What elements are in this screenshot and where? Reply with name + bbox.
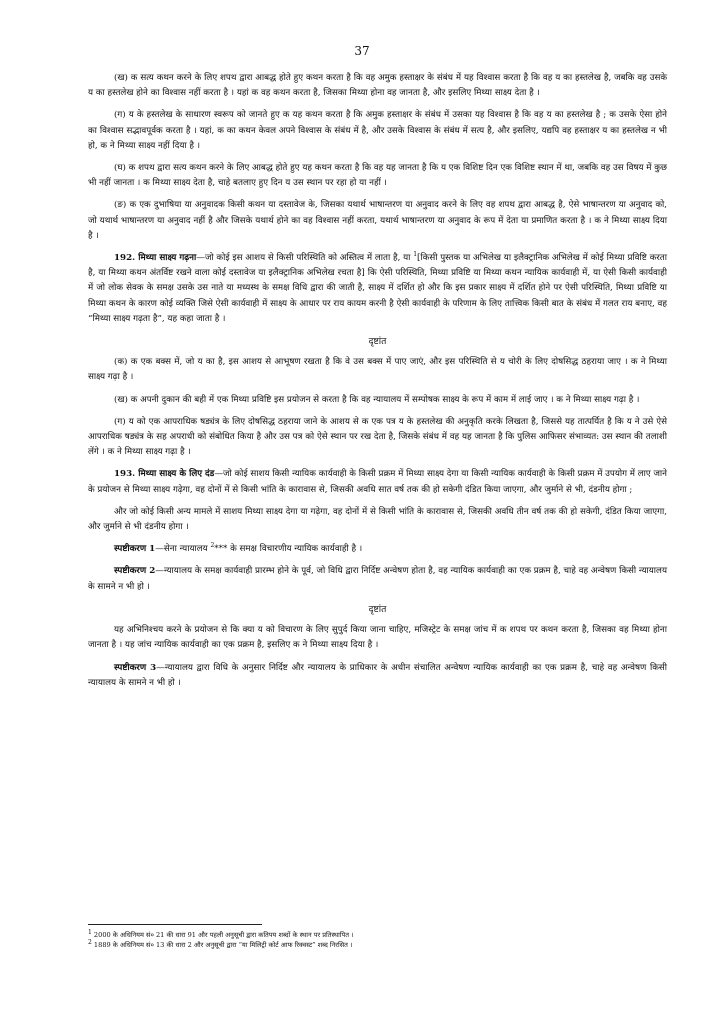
page-number: 37 bbox=[354, 44, 370, 58]
explanation-1-text-b: *** के समक्ष विचारणीय न्यायिक कार्यवाही है । bbox=[214, 544, 363, 555]
explanation-3 bbox=[88, 661, 667, 691]
illustration-192-ka: (क) क एक बक्स में, जो य का है, इस आशय से आभूषण रखता है कि वे उस बक्स में पाए जाएं, और इस परिस्थिति से य चोरी के लिए दोषसिद्ध ठहराया जाए । क ने मिथ्या साक्ष्य गढ़ा है । bbox=[88, 357, 667, 383]
illustration-explanation-2: यह अभिनिश्चय करने के प्रयोजन से कि क्या य को विचारण के लिए सुपुर्द किया जाना चाहिए, मजिस्ट्रेट के समक्ष जांच में क शपथ पर कथन करता है, जिसका वह मिथ्या होना जानता है । यह जांच न्यायिक कार्यवाही का एक प्रक्रम है, इसलिए क ने मिथ्या साक्ष्य दिया है । bbox=[88, 625, 667, 651]
explanation-2-label: स्पष्टीकरण 2 bbox=[114, 566, 156, 577]
explanation-2 bbox=[88, 564, 667, 594]
section-193-heading: 193. मिथ्या साक्ष्य के लिए दंड bbox=[114, 469, 215, 480]
explanation-1-text-a: —सेना न्यायालय bbox=[155, 544, 211, 555]
footnote-ref-1: 1 bbox=[413, 251, 418, 259]
section-193-text: —जो कोई साशय किसी न्यायिक कार्यवाही के किसी प्रक्रम में मिथ्या साक्ष्य देगा या किसी न्यायिक कार्यवाही के किसी प्रक्रम में उपयोग में लाए जाने के प्रयोजन से मिथ्या साक्ष्य गढ़ेगा, वह दोनों में से किसी भांति के कारावास से, जिसकी अवधि सात वर्ष तक की हो सकेगी दंडित किया जाएगा, और जुर्माने से भी, दंडनीय होगा ; bbox=[88, 469, 668, 495]
explanation-1-label: स्पष्टीकरण 1 bbox=[114, 544, 156, 555]
section-192 bbox=[88, 251, 667, 327]
footnote-divider bbox=[88, 924, 262, 925]
illustration-ga: (ग) य के हस्तलेख के साधारण स्वरूप को जानते हुए क यह कथन करता है कि अमुक हस्ताक्षर के संबंध में उसका यह विश्वास है कि वह य का हस्तलेख है ; क उसके ऐसा होने का विश्वास सद्भावपूर्वक करता है । यहां, क का कथन केवल अपने विश्वास के संबंध में है, और उसके विश्वास के संबंध में सत्य है, और इसलिए, यद्यपि वह हस्ताक्षर य का हस्तलेख न भी हो, क ने मिथ्या साक्ष्य नहीं दिया है । bbox=[88, 110, 667, 151]
illustration-gha: (घ) क शपथ द्वारा सत्य कथन करने के लिए आबद्ध होते हुए यह कथन करता है कि वह यह जानता है कि य एक विशिष्ट दिन एक विशिष्ट स्थान में था, जबकि वह उस विषय में कुछ भी नहीं जानता । क मिथ्या साक्ष्य देता है, चाहे बतलाए हुए दिन य उस स्थान पर रहा हो या नहीं । bbox=[88, 163, 667, 189]
page-content bbox=[88, 71, 667, 698]
illustration-kha: (ख) क सत्य कथन करने के लिए शपथ द्वारा आबद्ध होते हुए कथन करता है कि वह अमुक हस्ताक्षर के संबंध में यह विश्वास करता है कि वह य का हस्तलेख है, जबकि वह उसके य का हस्तलेख होने का विश्वास नहीं करता है । यहां क वह कथन करता है, जिसका मिथ्या होना वह जानता है, और इसलिए मिथ्या साक्ष्य देता है । bbox=[88, 73, 667, 99]
explanation-2-text: —न्यायालय के समक्ष कार्यवाही प्रारम्भ होने के पूर्व, जो विधि द्वारा निर्दिष्ट अन्वेषण होता है, वह न्यायिक कार्यवाही का एक प्रक्रम है, चाहे वह अन्वेषण किसी न्यायालय के सामने न भी हो । bbox=[88, 566, 667, 592]
footnote-2-text: 1889 के अधिनियम सं० 13 की धारा 2 और अनुसूची द्वारा “या मिलिट्री कोर्ट आफ रिक्वस्ट” शब्द निरसित । bbox=[91, 941, 353, 949]
footnote-1-number: 1 bbox=[88, 928, 92, 936]
explanation-3-label: स्पष्टीकरण 3 bbox=[114, 662, 157, 673]
illustrations-heading-1: दृष्टांत bbox=[368, 336, 387, 348]
footnote-2 bbox=[88, 940, 667, 950]
explanation-3-text: —न्यायालय द्वारा विधि के अनुसार निर्दिष्ट और न्यायालय के प्राधिकार के अधीन संचालित अन्वेषण न्यायिक कार्यवाही का एक प्रक्रम है, चाहे वह अन्वेषण किसी न्यायालय के सामने न भी हो । bbox=[88, 662, 667, 688]
footnotes bbox=[88, 924, 667, 950]
section-193-para-2: और जो कोई किसी अन्य मामले में साशय मिथ्या साक्ष्य देगा या गढ़ेगा, वह दोनों में से किसी भांति के कारावास से, जिसकी अवधि तीन वर्ष तक की हो सकेगी, दंडित किया जाएगा, और जुर्माने से भी दंडनीय होगा । bbox=[88, 506, 667, 533]
explanation-1 bbox=[88, 542, 667, 557]
illustration-192-ga: (ग) य को एक आपराधिक षड्यंत्र के लिए दोषसिद्ध ठहराया जाने के आशय से क एक पत्र य के हस्तलेख की अनुकृति करके लिखता है, जिससे यह तात्पर्यित है कि य ने उसे ऐसे आपराधिक षड्यंत्र के सह अपराधी को संबोधित किया है और उस पत्र को ऐसे स्थान पर रख देता है, जिसके संबंध में वह यह जानता है कि पुलिस आफिसर संभाव्यत: उस स्थान की तलाशी लेंगे । क ने मिथ्या साक्ष्य गढ़ा है । bbox=[88, 416, 667, 458]
footnote-ref-2: 2 bbox=[210, 542, 215, 550]
illustration-nga: (ङ) क एक दुभाषिया या अनुवादक किसी कथन या दस्तावेज के, जिसका यथार्थ भाषान्तरण या अनुवाद करने के लिए वह शपथ द्वारा आबद्ध है, ऐसे भाषान्तरण या अनुवाद को, जो यथार्थ भाषान्तरण या अनुवाद नहीं है और जिसके यथार्थ होने का वह विश्वास नहीं करता, यथार्थ भाषान्तरण या अनुवाद के रूप में देता या प्रमाणित करता है । क ने मिथ्या साक्ष्य दिया है । bbox=[88, 200, 667, 241]
footnote-2-number: 2 bbox=[88, 938, 92, 946]
footnote-1 bbox=[88, 930, 667, 940]
section-192-heading: 192. मिथ्या साक्ष्य गढ़ना bbox=[114, 253, 197, 264]
illustration-192-kha: (ख) क अपनी दुकान की बही में एक मिथ्या प्रविष्टि इस प्रयोजन से करता है कि वह न्यायालय में सम्पोषक साक्ष्य के रूप में काम में लाई जाए । क ने मिथ्या साक्ष्य गढ़ा है । bbox=[114, 394, 640, 405]
section-192-text-a: —जो कोई इस आशय से किसी परिस्थिति को अस्तित्व में लाता है, या bbox=[196, 253, 414, 264]
section-193 bbox=[88, 467, 667, 497]
illustrations-heading-2: दृष्टांत bbox=[368, 603, 387, 615]
section-192-text-b: [किसी पुस्तक या अभिलेख या इलैक्ट्रानिक अभिलेख में कोई मिथ्या प्रविष्टि करता है, या मिथ्या कथन अंतर्विष्ट रखने वाला कोई दस्तावेज या इलैक्ट्रानिक अभिलेख रचता है] कि ऐसी परिस्थिति, मिथ्या प्रविष्टि या मिथ्या कथन न्यायिक कार्यवाही में, या ऐसी किसी कार्यवाही में जो लोक सेवक के समक्ष उसके उस नाते या मध्यस्थ के समक्ष विधि द्वारा की जाती है, साक्ष्य में दर्शित हो और कि इस प्रकार साक्ष्य में दर्शित होने पर ऐसी परिस्थिति, मिथ्या प्रविष्टि या मिथ्या कथन के कारण कोई व्यक्ति जिसे ऐसी कार्यवाही में साक्ष्य के आधार पर राय कायम करनी है ऐसी कार्यवाही के परिणाम के लिए तात्त्विक किसी बात के संबंध में गलत राय बनाए, वह “मिथ्या साक्ष्य गढ़ता है”, यह कहा जाता है । bbox=[88, 253, 667, 324]
footnote-1-text: 2000 के अधिनियम सं० 21 की धारा 91 और पहली अनुसूची द्वारा कतिपय शब्दों के स्थान पर प्रतिस्थापित । bbox=[91, 931, 354, 939]
